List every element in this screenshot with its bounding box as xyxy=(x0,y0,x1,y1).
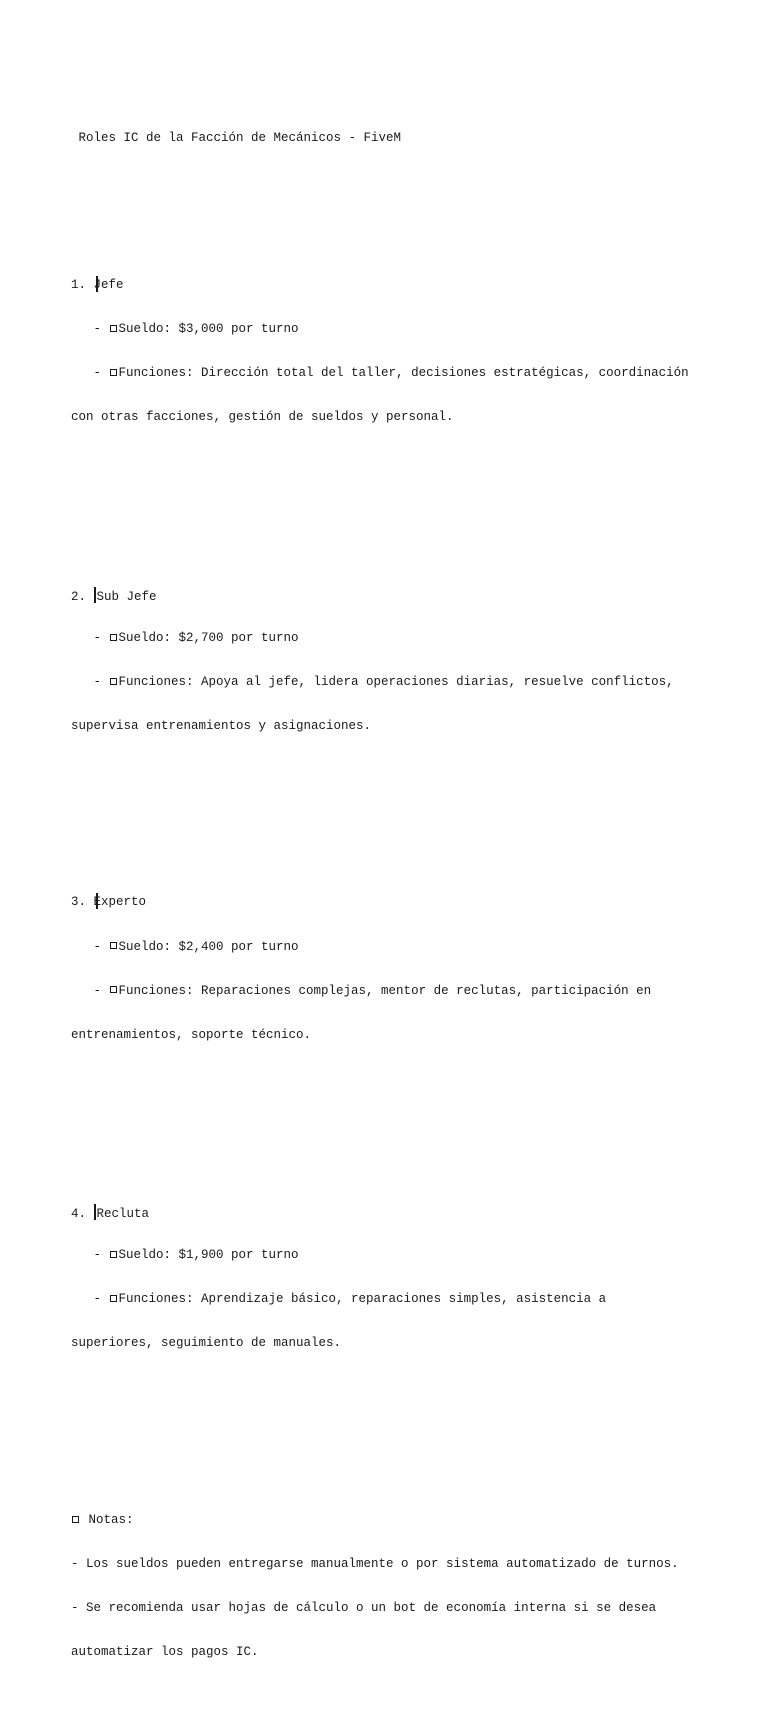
bullet-dash: - xyxy=(71,1292,109,1307)
notes-line: - Se recomienda usar hojas de cálculo o un bot de economía interna si se desea xyxy=(71,1601,657,1616)
checkbox-square-icon xyxy=(110,942,117,949)
checkbox-square-icon xyxy=(72,1516,79,1523)
text-cursor-icon xyxy=(94,1204,96,1220)
notes-section xyxy=(71,1483,711,1689)
role-salary: Sueldo: $1,900 por turno xyxy=(118,1248,299,1263)
role-number: 3. xyxy=(71,895,94,910)
bullet-dash: - xyxy=(71,939,109,954)
role-item-sub-jefe xyxy=(71,557,711,763)
role-item-experto xyxy=(71,866,711,1072)
checkbox-square-icon xyxy=(110,678,117,685)
notes-heading: Notas: xyxy=(88,1512,134,1527)
bullet-dash: - xyxy=(71,366,109,381)
role-item-jefe xyxy=(71,249,711,455)
role-functions: Funciones: Apoya al jefe, lidera operaciones diarias, resuelve conflictos, xyxy=(118,674,674,689)
checkbox-square-icon xyxy=(110,1251,117,1258)
blank-line xyxy=(71,1101,711,1116)
role-functions: Funciones: Aprendizaje básico, reparaciones simples, asistencia a xyxy=(118,1292,607,1307)
role-functions-continued: superiores, seguimiento de manuales. xyxy=(71,1336,342,1351)
document-title: Roles IC de la Facción de Mecánicos - FiveM xyxy=(71,131,402,146)
role-salary: Sueldo: $2,700 por turno xyxy=(118,630,299,645)
bullet-dash: - xyxy=(71,674,109,689)
role-functions: Funciones: Dirección total del taller, decisiones estratégicas, coordinación xyxy=(118,366,689,381)
blank-line xyxy=(71,484,711,499)
checkbox-square-icon xyxy=(110,634,117,641)
role-name: Recluta xyxy=(96,1207,150,1222)
role-functions-continued: con otras facciones, gestión de sueldos y personal. xyxy=(71,410,454,425)
role-functions-continued: supervisa entrenamientos y asignaciones. xyxy=(71,719,372,734)
role-number: 4. xyxy=(71,1207,94,1222)
checkbox-square-icon xyxy=(110,1295,117,1302)
text-cursor-icon xyxy=(94,587,96,603)
blank-line xyxy=(71,1410,711,1425)
role-number: 1. xyxy=(71,278,94,293)
bullet-dash: - xyxy=(71,1248,109,1263)
blank-line xyxy=(71,175,711,190)
role-item-recluta xyxy=(71,1175,711,1381)
checkbox-square-icon xyxy=(110,986,117,993)
bullet-dash: - xyxy=(71,322,109,337)
role-salary: Sueldo: $3,000 por turno xyxy=(118,322,299,337)
notes-line: - Los sueldos pueden entregarse manualmente o por sistema automatizado de turnos. xyxy=(71,1556,679,1571)
role-number: 2. xyxy=(71,589,94,604)
role-name: Experto xyxy=(93,895,147,910)
blank-line xyxy=(71,793,711,808)
role-name: Sub Jefe xyxy=(96,589,157,604)
role-functions: Funciones: Reparaciones complejas, mentor de reclutas, participación en xyxy=(118,983,652,998)
checkbox-square-icon xyxy=(110,369,117,376)
document-body[interactable] xyxy=(71,87,711,1733)
role-functions-continued: entrenamientos, soporte técnico. xyxy=(71,1027,312,1042)
notes-line: automatizar los pagos IC. xyxy=(71,1645,259,1660)
bullet-dash: - xyxy=(71,983,109,998)
checkbox-square-icon xyxy=(110,325,117,332)
bullet-dash: - xyxy=(71,630,109,645)
role-salary: Sueldo: $2,400 por turno xyxy=(118,939,299,954)
role-name: Jefe xyxy=(93,278,124,293)
